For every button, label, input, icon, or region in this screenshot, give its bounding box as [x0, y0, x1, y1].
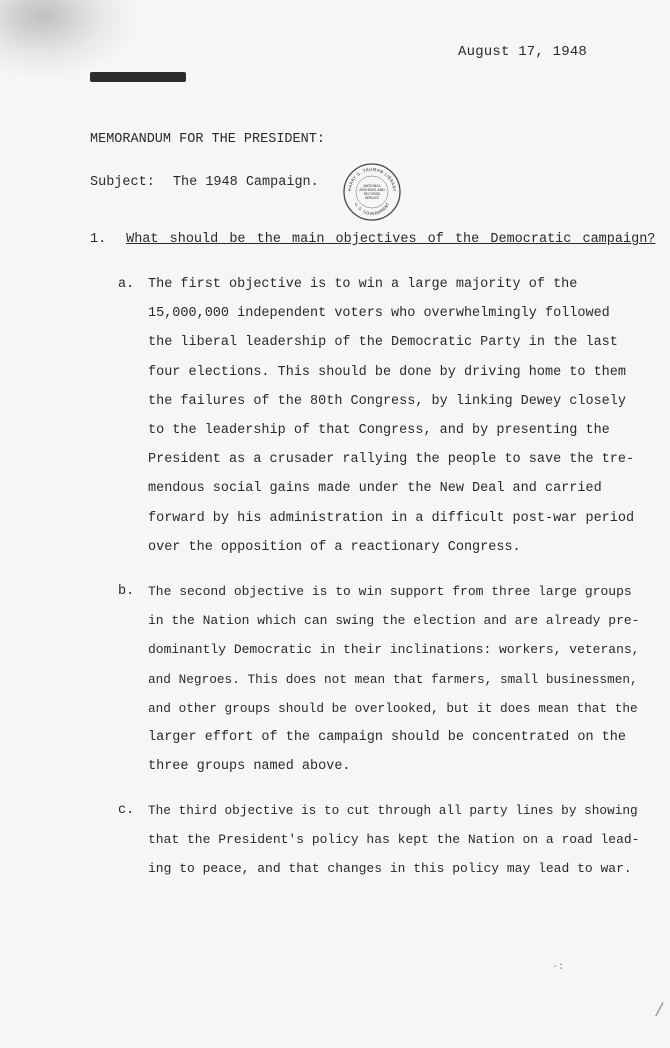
- text-line: 15,000,000 independent voters who overwhelmingly followed: [148, 306, 610, 322]
- memo-date: August 17, 1948: [458, 44, 588, 60]
- text-line: over the opposition of a reactionary Congress.: [148, 539, 521, 555]
- svg-text:U. S. GOVERNMENT: [354, 201, 391, 216]
- stamp-bottom-text: U. S. GOVERNMENT: [353, 201, 391, 217]
- subject-text: The 1948 Campaign.: [172, 175, 319, 190]
- memo-title: MEMORANDUM FOR THE PRESIDENT:: [90, 132, 325, 147]
- library-stamp: [342, 162, 402, 222]
- text-line: mendous social gains made under the New Deal and carried: [148, 481, 602, 497]
- text-line: four elections. This should be done by driving home to them: [148, 364, 626, 380]
- text-line: and other groups should be overlooked, but it does mean that the: [148, 700, 638, 716]
- text-line: larger effort of the campaign should be concentrated on the: [148, 730, 626, 746]
- text-line: President as a crusader rallying the people to save the tre-: [148, 452, 635, 468]
- stamp-top-text: HARRY S. TRUMAN LIBRARY: [346, 166, 398, 192]
- paragraph-b: [118, 577, 640, 781]
- text-line: and Negroes. This does not mean that farmers, small businessmen,: [148, 671, 638, 687]
- section-number: 1.: [90, 232, 107, 247]
- paragraph-body: [148, 577, 640, 781]
- text-line: to the leadership of that Congress, and by presenting the: [148, 423, 610, 439]
- subject-label: Subject:: [90, 175, 155, 190]
- text-line: The first objective is to win a large majority of the: [148, 277, 578, 292]
- text-line: three groups named above.: [148, 759, 351, 775]
- memo-subject: [90, 175, 319, 190]
- scan-speck: /: [654, 1002, 665, 1022]
- paragraph-body: [148, 270, 635, 562]
- text-line: that the President's policy has kept the Nation on a road lead-: [148, 832, 640, 848]
- paragraph-a: [118, 270, 635, 562]
- paragraph-letter: b.: [118, 584, 135, 599]
- text-line: the liberal leadership of the Democratic Party in the last: [148, 335, 618, 351]
- text-line: in the Nation which can swing the election and are already pre-: [148, 613, 640, 629]
- text-line: dominantly Democratic in their inclinations: workers, veterans,: [148, 642, 640, 658]
- text-line: The third objective is to cut through all party lines by showing: [148, 803, 638, 818]
- text-line: The second objective is to win support from three large groups: [148, 584, 632, 599]
- scan-speck: ·:: [552, 962, 565, 973]
- text-line: ing to peace, and that changes in this policy may lead to war.: [148, 861, 632, 877]
- section-heading: What should be the main objectives of the Democratic campaign?: [126, 232, 656, 247]
- paragraph-c: [118, 796, 640, 884]
- classification-marking: [90, 72, 186, 82]
- paragraph-letter: a.: [118, 277, 135, 292]
- text-line: the failures of the 80th Congress, by linking Dewey closely: [148, 393, 626, 409]
- section-1: [90, 232, 655, 247]
- text-line: forward by his administration in a difficult post-war period: [148, 510, 635, 526]
- paragraph-letter: c.: [118, 803, 135, 818]
- paragraph-body: [148, 796, 640, 884]
- scan-smudge: [0, 0, 140, 80]
- stamp-center-text: NATIONAL ARCHIVES AND RECORDS SERVICE: [359, 184, 385, 200]
